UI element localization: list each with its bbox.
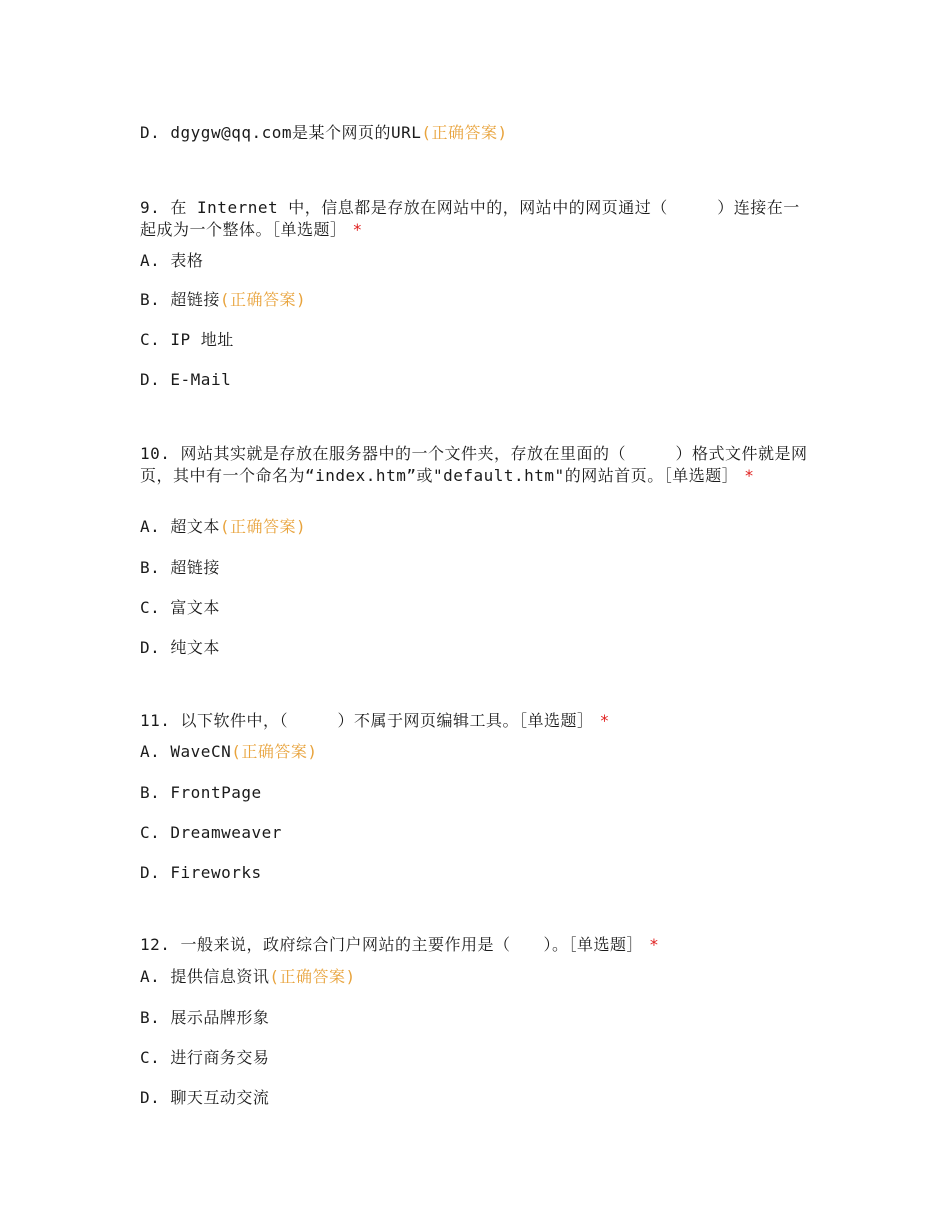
question-body: 在 Internet 中，信息都是存放在网站中的，网站中的网页通过（ ）连接在一起成为一个整体。［单选题］ — [140, 198, 800, 239]
correct-answer-marker: (正确答案) — [421, 123, 508, 142]
question-10-option-a — [140, 516, 306, 538]
required-star: * — [649, 935, 660, 954]
option-text: 提供信息资讯 — [170, 967, 270, 986]
question-10-option-d — [140, 637, 220, 659]
question-number: 12. — [140, 935, 171, 954]
option-text: FrontPage — [170, 783, 262, 802]
correct-answer-marker: (正确答案) — [219, 290, 307, 309]
question-9-option-b — [140, 289, 306, 311]
option-text: Dreamweaver — [170, 823, 282, 842]
option-text: dgygw@qq.com是某个网页的URL — [170, 123, 422, 142]
option-text: WaveCN — [170, 742, 232, 761]
required-star: * — [599, 711, 610, 730]
required-star: * — [744, 466, 755, 485]
required-star: * — [352, 220, 363, 239]
option-label: C. — [140, 1048, 161, 1067]
option-label: D. — [140, 1088, 161, 1107]
option-label: B. — [140, 290, 161, 309]
option-text: 超链接 — [170, 558, 220, 577]
question-11-option-b — [140, 782, 262, 804]
question-9-text — [140, 197, 812, 241]
question-11-option-a — [140, 741, 317, 763]
option-label: D. — [140, 638, 161, 657]
option-label: A. — [140, 251, 161, 270]
question-number: 9. — [140, 198, 161, 217]
correct-answer-marker: (正确答案) — [269, 967, 356, 986]
option-text: 超链接 — [170, 290, 220, 309]
option-label: A. — [140, 517, 161, 536]
question-10-option-c — [140, 597, 220, 619]
correct-answer-marker: (正确答案) — [231, 742, 318, 761]
option-text: IP 地址 — [170, 330, 234, 349]
question-12-option-a — [140, 966, 356, 988]
question-body: 一般来说，政府综合门户网站的主要作用是（ ）。［单选题］ — [180, 935, 644, 954]
option-text: 展示品牌形象 — [170, 1008, 270, 1027]
question-9-option-c — [140, 329, 234, 351]
option-label: B. — [140, 1008, 161, 1027]
question-11-text — [140, 710, 812, 732]
option-label: A. — [140, 742, 161, 761]
option-text: Fireworks — [170, 863, 262, 882]
question-10-text — [140, 443, 812, 487]
option-label: D. — [140, 370, 161, 389]
option-label: C. — [140, 823, 161, 842]
question-number: 11. — [140, 711, 171, 730]
option-text: 纯文本 — [170, 638, 220, 657]
option-label: B. — [140, 558, 161, 577]
question-9-option-a — [140, 250, 203, 272]
question-body: 以下软件中，（ ）不属于网页编辑工具。［单选题］ — [180, 711, 594, 730]
prev-option-d — [140, 122, 508, 144]
option-label: D. — [140, 863, 161, 882]
option-label: A. — [140, 967, 161, 986]
option-label: B. — [140, 783, 161, 802]
question-10-option-b — [140, 557, 220, 579]
question-12-option-c — [140, 1047, 269, 1069]
question-11-option-c — [140, 822, 282, 844]
option-text: 表格 — [170, 251, 204, 270]
option-label: D. — [140, 123, 161, 142]
option-text: 超文本 — [170, 517, 220, 536]
question-12-option-b — [140, 1007, 269, 1029]
question-11-option-d — [140, 862, 262, 884]
option-text: 进行商务交易 — [170, 1048, 270, 1067]
question-number: 10. — [140, 444, 171, 463]
question-12-text — [140, 934, 812, 956]
correct-answer-marker: (正确答案) — [219, 517, 307, 536]
option-text: 富文本 — [170, 598, 220, 617]
question-body: 网站其实就是存放在服务器中的一个文件夹，存放在里面的（ ）格式文件就是网页，其中有一个命名为“index.htm”或"default.htm"的网站首页。［单选题］ — [140, 444, 808, 485]
question-12-option-d — [140, 1087, 269, 1109]
question-9-option-d — [140, 369, 231, 391]
option-text: 聊天互动交流 — [170, 1088, 270, 1107]
option-label: C. — [140, 330, 161, 349]
option-label: C. — [140, 598, 161, 617]
option-text: E-Mail — [170, 370, 232, 389]
